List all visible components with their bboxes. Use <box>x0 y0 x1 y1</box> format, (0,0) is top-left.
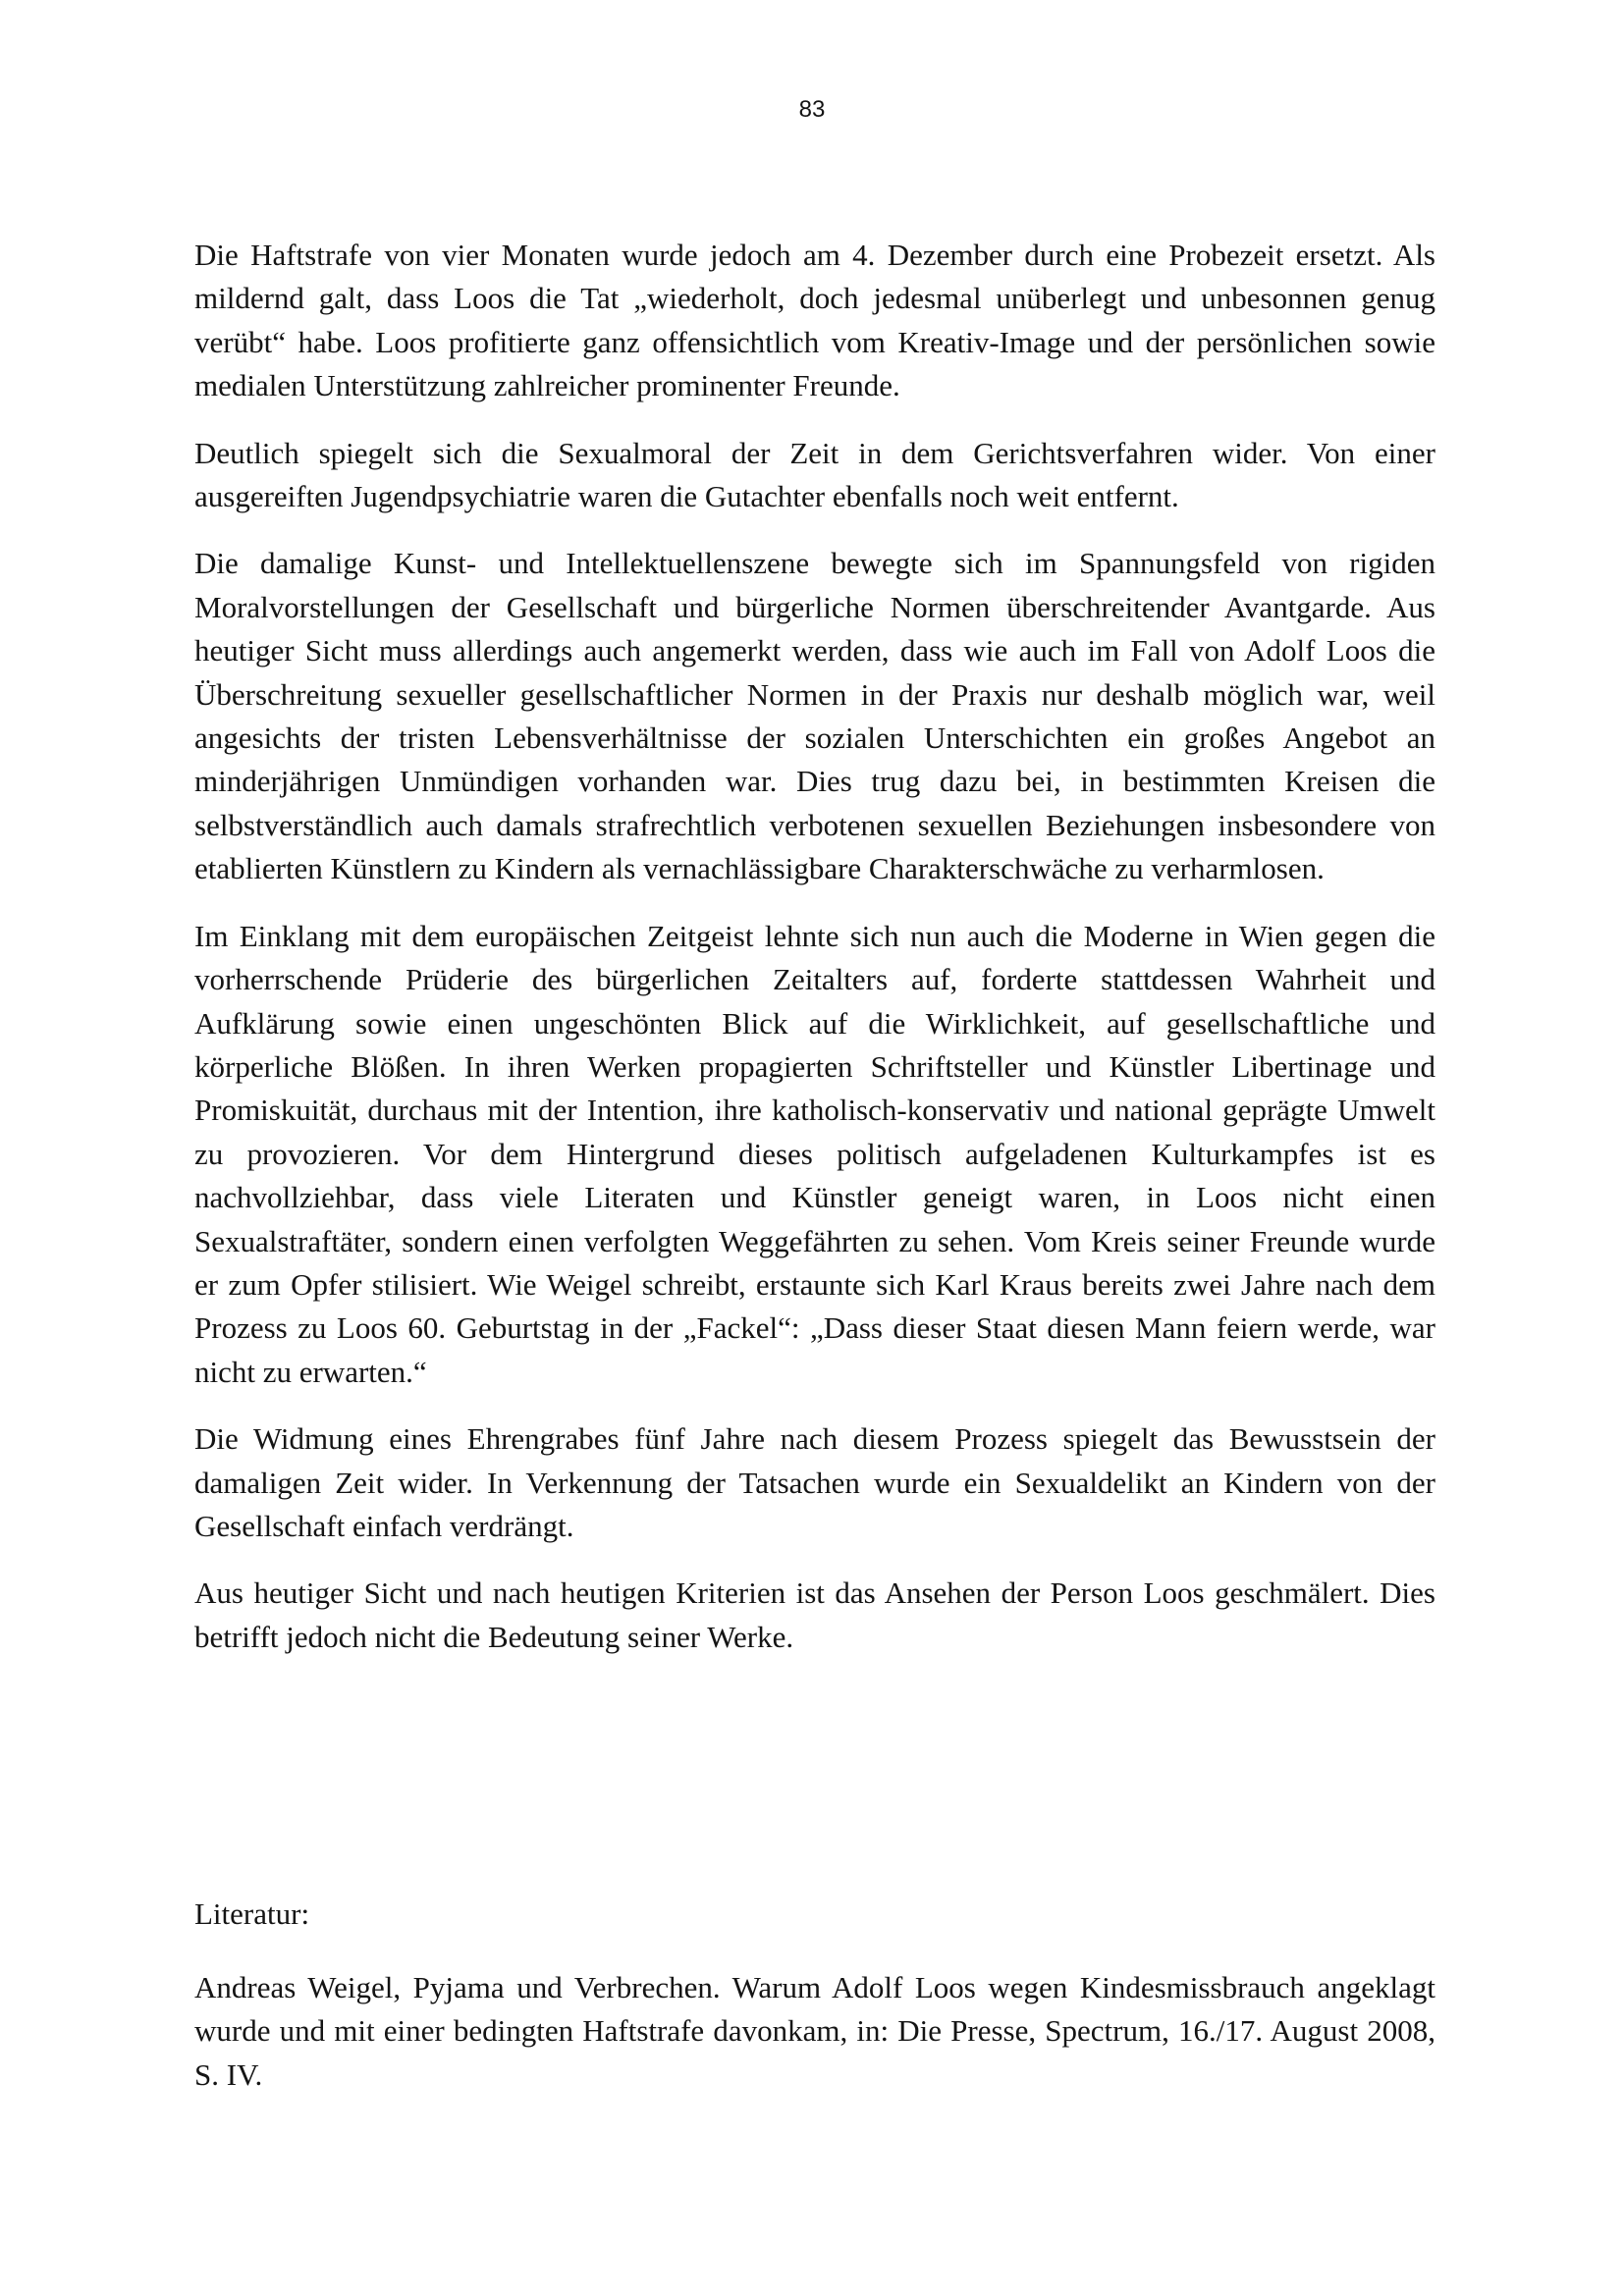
paragraph-3: Die damalige Kunst- und Intellektuellenszene bewegte sich im Spannungsfeld von rigiden Moralvorstellungen der Gesellschaft und bürgerliche Normen überschreitender Avantgarde. Aus heutiger Sicht muss allerdings auch angemerkt werden, dass wie auch im Fall von Adolf Loos die Überschreitung sexueller gesellschaftlicher Normen in der Praxis nur deshalb möglich war, weil angesichts der tristen Lebensverhältnisse der sozialen Unterschichten ein großes Angebot an minderjährigen Unmündigen vorhanden war. Dies trug dazu bei, in bestimmten Kreisen die selbstverständlich auch damals strafrechtlich verbotenen sexuellen Beziehungen insbesondere von etablierten Künstlern zu Kindern als vernachlässigbare Charakterschwäche zu verharmlosen. <box>194 546 1435 886</box>
literature-heading: Literatur: <box>194 1896 310 1931</box>
paragraph-4: Im Einklang mit dem europäischen Zeitgeist lehnte sich nun auch die Moderne in Wien gegen die vorherrschende Prüderie des bürgerlichen Zeitalters auf, forderte stattdessen Wahrheit und Aufklärung sowie einen ungeschönten Blick auf die Wirklichkeit, auf gesellschaftliche und körperliche Blößen. In ihren Werken propagierten Schriftsteller und Künstler Libertinage und Promiskuität, durchaus mit der Intention, ihre katholisch-konservativ und national geprägte Umwelt zu provozieren. Vor dem Hintergrund dieses politisch aufgeladenen Kulturkampfes ist es nachvollziehbar, dass viele Literaten und Künstler geneigt waren, in Loos nicht einen Sexualstraftäter, sondern einen verfolgten Weggefährten zu sehen. Vom Kreis seiner Freunde wurde er zum Opfer stilisiert. Wie Weigel schreibt, erstaunte sich Karl Kraus bereits zwei Jahre nach dem Prozess zu Loos 60. Geburtstag in der „Fackel“: „Dass dieser Staat diesen Mann feiern werde, war nicht zu erwarten.“ <box>194 918 1435 1389</box>
page-number: 83 <box>798 96 826 123</box>
paragraph-2: Deutlich spiegelt sich die Sexualmoral der Zeit in dem Gerichtsverfahren wider. Von einer ausgereiften Jugendpsychiatrie waren die Gutachter ebenfalls noch weit entfernt. <box>194 435 1435 514</box>
paragraph-6: Aus heutiger Sicht und nach heutigen Kriterien ist das Ansehen der Person Loos geschmälert. Dies betrifft jedoch nicht die Bedeutung seiner Werke. <box>194 1575 1435 1654</box>
literature-entry: Andreas Weigel, Pyjama und Verbrechen. Warum Adolf Loos wegen Kindesmissbrauch angeklagt wurde und mit einer bedingten Haftstrafe davonkam, in: Die Presse, Spectrum, 16./17. August 2008, S. IV. <box>194 1970 1435 2092</box>
body-text <box>194 234 1435 1682</box>
paragraph-5: Die Widmung eines Ehrengrabes fünf Jahre nach diesem Prozess spiegelt das Bewusstsein der damaligen Zeit wider. In Verkennung der Tatsachen wurde ein Sexualdelikt an Kindern von der Gesellschaft einfach verdrängt. <box>194 1421 1435 1543</box>
paragraph-1: Die Haftstrafe von vier Monaten wurde jedoch am 4. Dezember durch eine Probezeit ersetzt. Als mildernd galt, dass Loos die Tat „wiederholt, doch jedesmal unüberlegt und unbesonnen genug verübt“ habe. Loos profitierte ganz offensichtlich vom Kreativ-Image und der persönlichen sowie medialen Unterstützung zahlreicher prominenter Freunde. <box>194 238 1435 403</box>
